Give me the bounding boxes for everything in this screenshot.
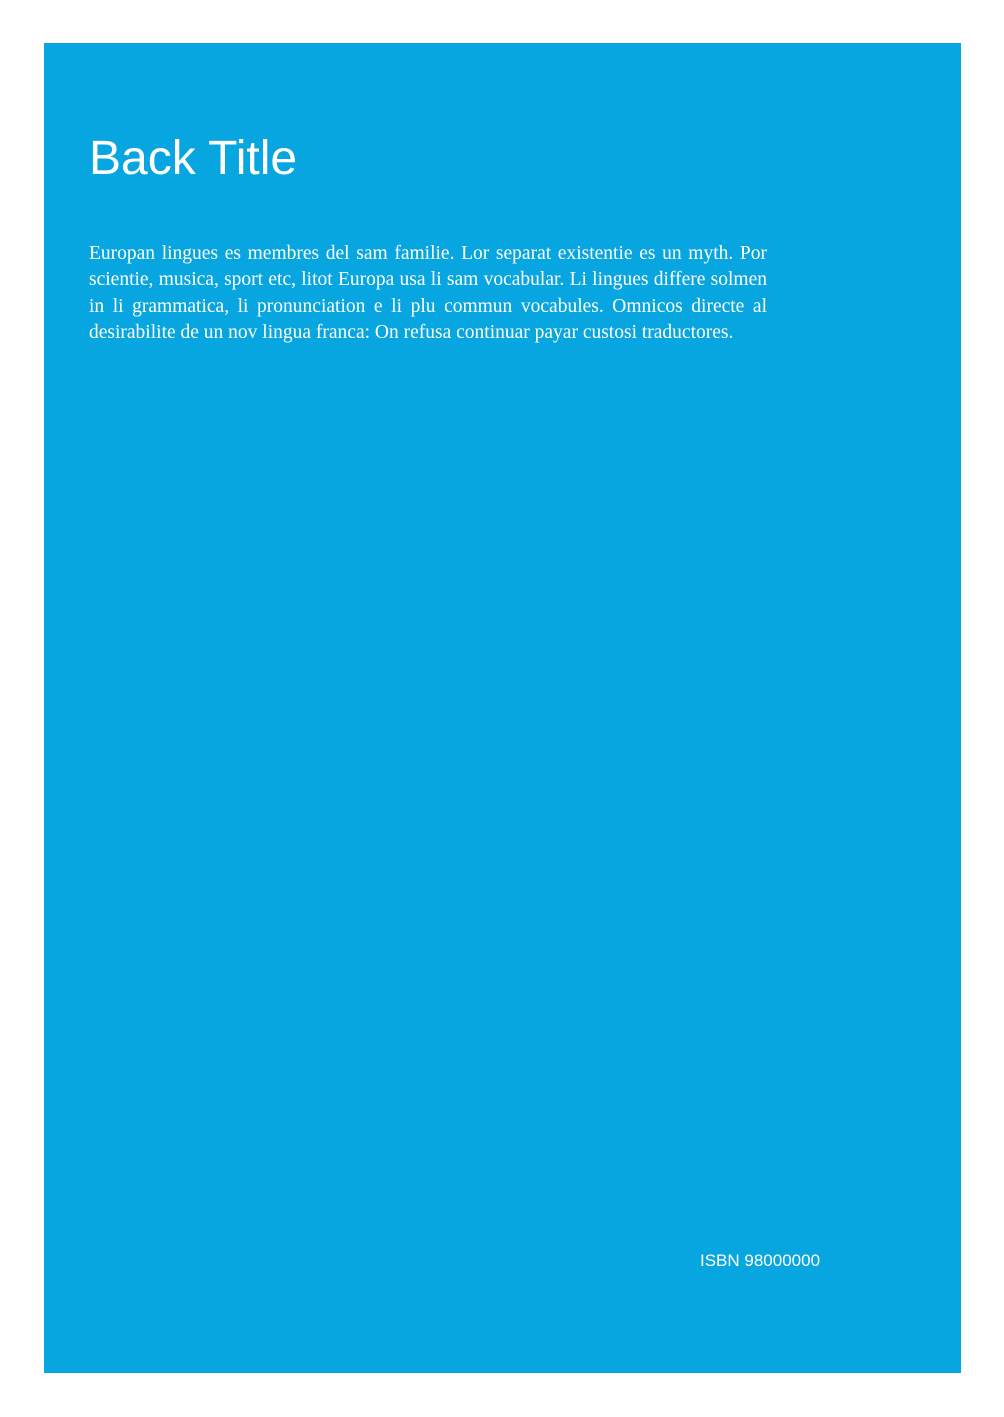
- isbn-label: ISBN 98000000: [700, 1251, 821, 1270]
- back-cover: [44, 43, 961, 1373]
- back-cover-blurb: Europan lingues es membres del sam familie. Lor separat existentie es un myth. Por scientie, musica, sport etc, litot Europa usa li sam vocabular. Li lingues differe solmen in li grammatica, li pronunciation e li plu commun vocabules. Omnicos directe al desirabilite de un nov lingua franca: On refusa continuar payar custosi traductores.: [89, 243, 767, 343]
- back-title: Back Title: [89, 132, 298, 185]
